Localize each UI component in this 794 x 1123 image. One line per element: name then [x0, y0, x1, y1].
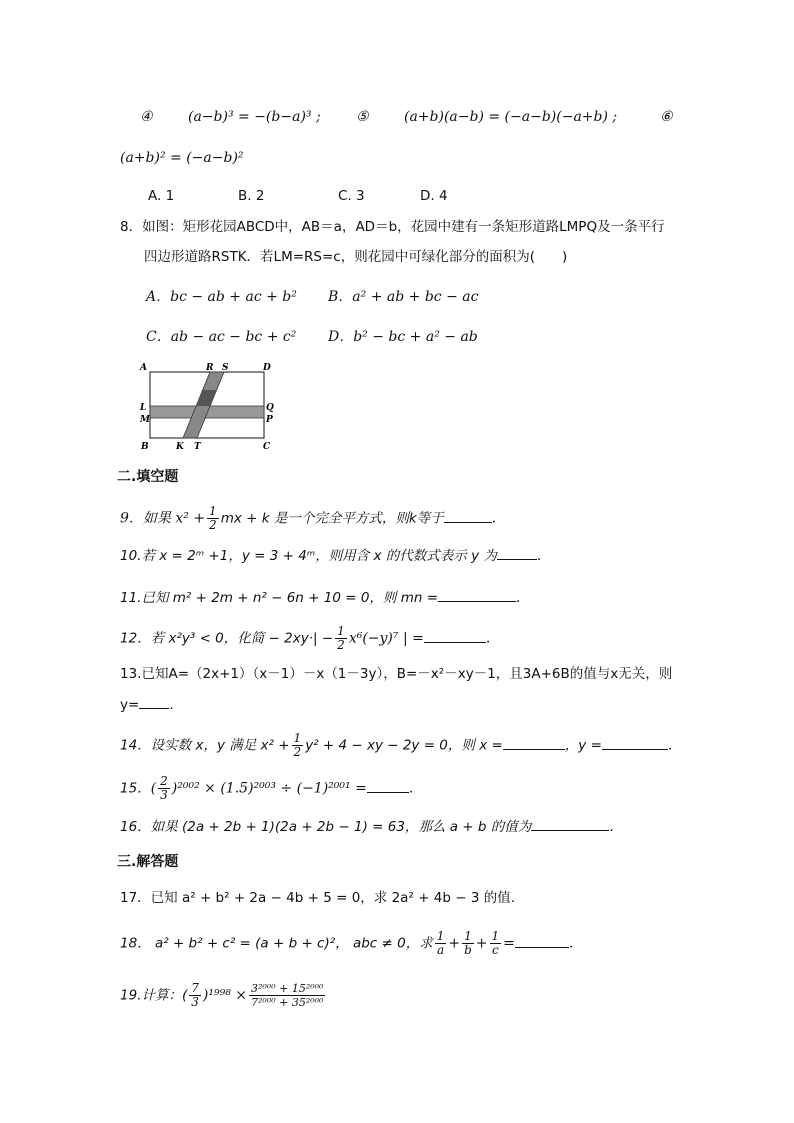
label-p: P	[266, 415, 273, 425]
q8-stem-line2: 四边形道路RSTK．若LM=RS=c，则花园中可绿化部分的面积为( )	[144, 249, 568, 265]
question-14: 14．设实数 x，y 满足 x² + $\frac{1}{2}$ y² + 4 − xy − 2y = 0，则 x = ，y = .	[120, 731, 673, 759]
question-12: 12．若 x²y³ < 0，化简 − 2xy·| − $\frac{1}{2}$ x⁶(−y)⁷ | = .	[120, 624, 491, 652]
identity-5-label: ⑤	[356, 109, 369, 125]
q7-option-c: C. 3	[338, 188, 365, 204]
q14-fraction: $\frac{1}{2}$	[293, 731, 302, 759]
question-10: 10.若 x = 2ᵐ +1，y = 3 + 4ᵐ，则用含 x 的代数式表示 y 为 .	[120, 545, 541, 566]
q9-pre: 9．如果 x² +	[120, 510, 206, 527]
question-9: 9．如果 x² + $\frac{1}{2}$ mx + k 是一个完全平方式，则k等于 .	[120, 504, 497, 532]
label-t: T	[194, 442, 201, 452]
label-d: D	[263, 363, 271, 373]
question-16: 16．如果 (2a + 2b + 1)(2a + 2b − 1) = 63，那么 a + b 的值为 .	[120, 816, 614, 837]
q12-fraction: $\frac{1}{2}$	[337, 624, 345, 652]
identity-4-expr: (a−b)³ = −(b−a)³ ;	[188, 109, 321, 125]
label-c: C	[263, 442, 271, 452]
answer-blank[interactable]	[531, 816, 609, 831]
identity-6-expr: (a+b)² = (−a−b)²	[120, 150, 244, 166]
q8-option-b: B．a² + ab + bc − ac	[328, 289, 479, 305]
answer-blank[interactable]	[515, 933, 569, 948]
identity-6-label: ⑥	[660, 109, 673, 125]
q8-option-c: C．ab − ac − bc + c²	[146, 329, 297, 345]
answer-blank-y[interactable]	[602, 735, 668, 750]
answer-blank[interactable]	[497, 545, 537, 560]
question-17: 17．已知 a² + b² + 2a − 4b + 5 = 0，求 2a² + 4b − 3 的值.	[120, 890, 515, 906]
q7-option-b: B. 2	[238, 188, 265, 204]
question-13-line2: y= .	[120, 694, 174, 715]
label-l: L	[140, 403, 147, 413]
answer-blank-x[interactable]	[503, 735, 565, 750]
q9-fraction: $\frac{1}{2}$	[209, 504, 217, 532]
q15-fraction: $\frac{2}{3}$	[160, 774, 168, 802]
question-18: 18． a² + b² + c² = (a + b + c)²， abc ≠ 0，求 $\frac{1}{a}$ + $\frac{1}{b}$ + $\frac{1}{c}$ = .	[120, 929, 574, 957]
label-m: M	[140, 415, 150, 425]
q8-option-d: D．b² − bc + a² − ab	[328, 329, 478, 345]
garden-figure	[136, 360, 276, 456]
label-q: Q	[266, 403, 274, 413]
question-15: 15．( $\frac{2}{3}$ )²⁰⁰² × (1.5)²⁰⁰³ ÷ (−1)²⁰⁰¹ = .	[120, 774, 414, 802]
question-19: 19.计算：( $\frac{7}{3}$ )¹⁹⁹⁸ × $\frac{\text{3²⁰⁰⁰ + 15²⁰⁰⁰}}{\text{7²⁰⁰⁰ + 35²⁰⁰⁰}}$	[120, 981, 324, 1009]
section-2-title: 二.填空题	[117, 469, 179, 485]
answer-blank[interactable]	[444, 508, 492, 523]
answer-blank[interactable]	[424, 628, 486, 643]
label-r: R	[206, 363, 214, 373]
answer-blank[interactable]	[438, 587, 516, 602]
q8-stem-line1: 8．如图：矩形花园ABCD中，AB＝a，AD＝b，花园中建有一条矩形道路LMPQ及一条平行	[120, 219, 665, 235]
identity-4-label: ④	[140, 109, 153, 125]
answer-blank[interactable]	[367, 778, 409, 793]
answer-blank[interactable]	[139, 694, 169, 709]
section-3-title: 三.解答题	[117, 854, 179, 870]
identity-5-expr: (a+b)(a−b) = (−a−b)(−a+b) ;	[404, 109, 618, 125]
label-k: K	[176, 442, 184, 452]
question-11: 11.已知 m² + 2m + n² − 6n + 10 = 0，则 mn = .	[120, 587, 520, 608]
label-b: B	[141, 442, 149, 452]
q7-option-a: A. 1	[148, 188, 175, 204]
q8-option-a: A．bc − ab + ac + b²	[146, 289, 297, 305]
q13-line1: 13.已知A=（2x+1）（x－1）－x（1－3y），B=－x²－xy－1，且3A+6B的值与x无关，则	[120, 666, 673, 682]
label-a: A	[140, 363, 147, 373]
q9-post: mx + k 是一个完全平方式，则k等于	[220, 510, 444, 527]
label-s: S	[222, 363, 229, 373]
q7-option-d: D. 4	[420, 188, 448, 204]
